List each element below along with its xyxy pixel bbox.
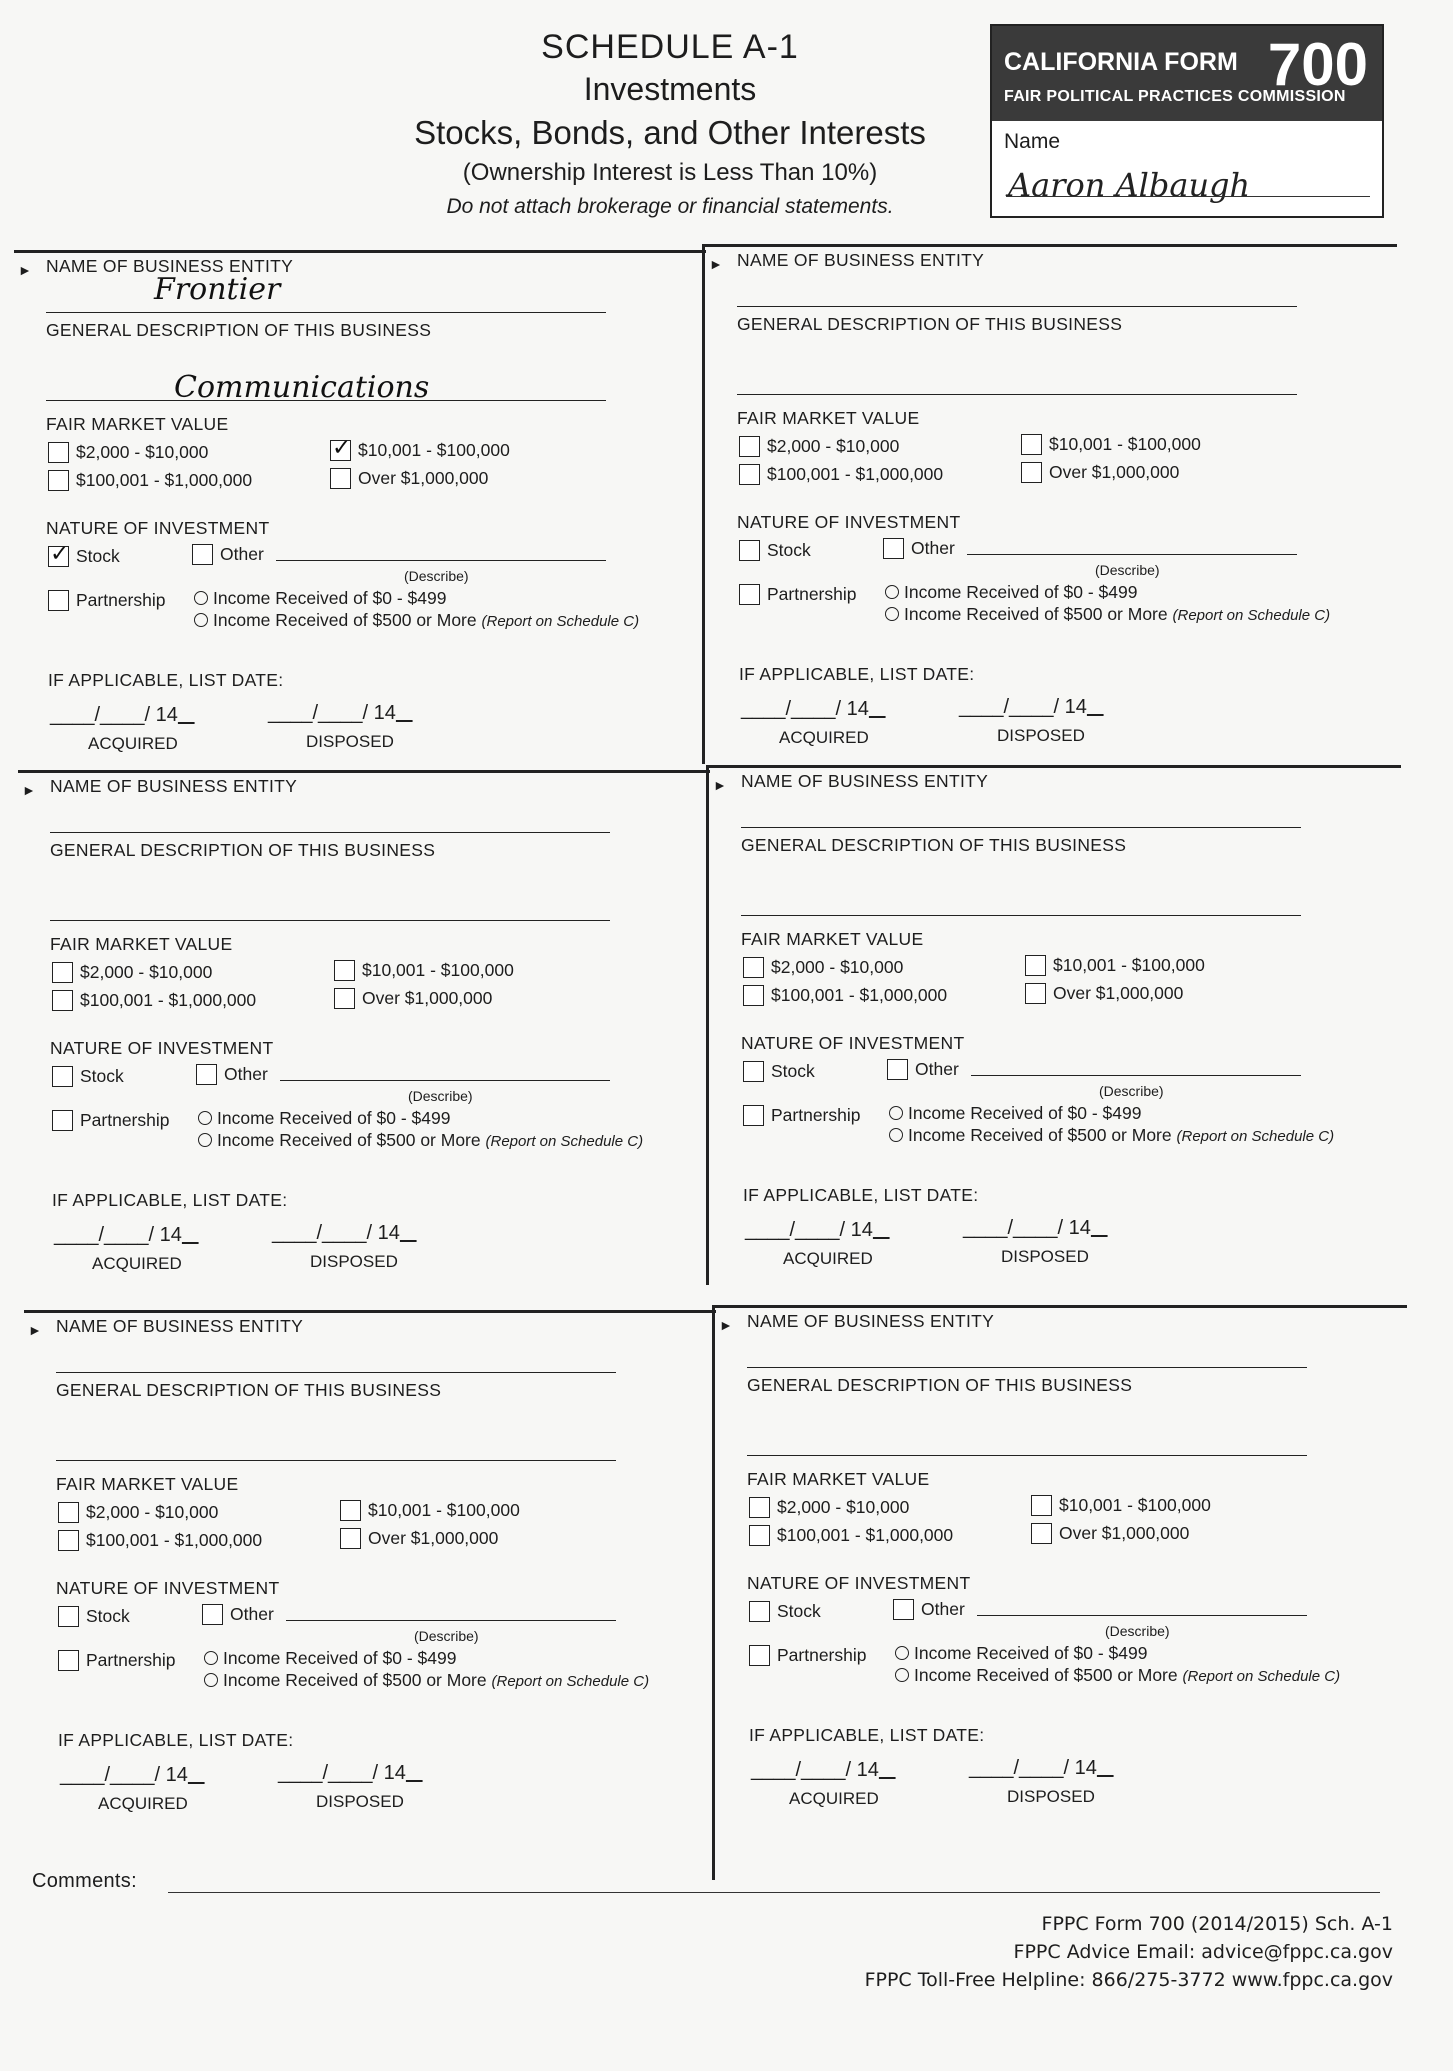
partnership-label: Partnership [771, 1105, 861, 1125]
entity-label: NAME OF BUSINESS ENTITY [56, 1316, 304, 1336]
income-low-label: Income Received of $0 - $499 [904, 582, 1138, 602]
partnership-checkbox[interactable] [52, 1110, 73, 1131]
footer-form-id: FPPC Form 700 (2014/2015) Sch. A-1 [1041, 1913, 1393, 1935]
fmv-over-1000000-label: Over $1,000,000 [368, 1528, 499, 1548]
other-checkbox[interactable] [883, 538, 904, 559]
name-label: Name [1004, 130, 1061, 153]
describe-hint: (Describe) [404, 568, 469, 584]
page-header [360, 26, 980, 224]
other-label: Other [921, 1599, 965, 1619]
agency-name: FAIR POLITICAL PRACTICES COMMISSION [1004, 88, 1346, 105]
fmv-100001-1000000-label: $100,001 - $1,000,000 [80, 990, 257, 1010]
income-low-radio[interactable] [885, 582, 1137, 603]
fmv-label: FAIR MARKET VALUE [56, 1474, 239, 1494]
partnership-checkbox[interactable] [743, 1105, 764, 1126]
fmv-2000-10000-label: $2,000 - $10,000 [86, 1502, 219, 1522]
fmv-over-1000000-label: Over $1,000,000 [358, 468, 489, 488]
other-describe-field[interactable] [280, 1080, 610, 1081]
fmv-10001-100000-label: $10,001 - $100,000 [1059, 1495, 1211, 1515]
disposed-date-field[interactable]: ____/____/ 14 [963, 1217, 1091, 1239]
disposed-year: 14 [383, 1762, 406, 1784]
pointer-icon: ► [713, 777, 727, 793]
income-high-radio[interactable] [895, 1665, 1340, 1686]
fmv-2000-10000-checkbox[interactable] [749, 1497, 770, 1518]
fmv-over-1000000-checkbox[interactable] [330, 468, 351, 489]
page-subtitle: Stocks, Bonds, and Other Interests [414, 114, 926, 151]
other-describe-field[interactable] [276, 560, 606, 561]
partnership-checkbox[interactable] [749, 1645, 770, 1666]
report-note: (Report on Schedule C) [481, 613, 640, 630]
nature-label: NATURE OF INVESTMENT [737, 512, 961, 532]
radio-circle-icon [889, 1128, 903, 1142]
fmv-over-1000000-label: Over $1,000,000 [1059, 1523, 1190, 1543]
description-field[interactable] [56, 1460, 616, 1461]
disposed-label: DISPOSED [316, 1792, 404, 1811]
income-high-label: Income Received of $500 or More [914, 1665, 1178, 1685]
other-describe-field[interactable] [971, 1075, 1301, 1076]
acquired-date-field[interactable]: ____/____/ 14 [54, 1224, 182, 1246]
comments-label: Comments: [32, 1870, 137, 1892]
acquired-date-field[interactable]: ____/____/ 14 [50, 704, 178, 726]
fmv-2000-10000-checkbox[interactable] [739, 436, 760, 457]
disposed-label: DISPOSED [997, 726, 1085, 745]
list-date-label: IF APPLICABLE, LIST DATE: [48, 670, 284, 690]
nature-label: NATURE OF INVESTMENT [747, 1573, 971, 1593]
disposed-label: DISPOSED [310, 1252, 398, 1271]
fmv-100001-1000000-checkbox[interactable] [749, 1525, 770, 1546]
partnership-label: Partnership [80, 1110, 170, 1130]
acquired-year: 14 [159, 1224, 182, 1246]
fmv-10001-100000-checkbox[interactable] [1025, 955, 1046, 976]
form-id-box [990, 24, 1384, 218]
stock-checkbox[interactable] [52, 1066, 73, 1087]
stock-checkbox[interactable] [739, 540, 760, 561]
name-line [1006, 196, 1370, 197]
form-number: 700 [1267, 31, 1368, 98]
fmv-2000-10000-label: $2,000 - $10,000 [777, 1497, 910, 1517]
income-high-radio[interactable] [204, 1670, 649, 1691]
report-note: (Report on Schedule C) [1172, 607, 1331, 624]
stock-label: Stock [771, 1061, 815, 1081]
fmv-100001-1000000-label: $100,001 - $1,000,000 [771, 985, 948, 1005]
partnership-label: Partnership [76, 590, 166, 610]
radio-circle-icon [194, 613, 208, 627]
fmv-2000-10000-label: $2,000 - $10,000 [80, 962, 213, 982]
acquired-label: ACQUIRED [783, 1249, 873, 1268]
describe-hint: (Describe) [1105, 1623, 1170, 1639]
list-date-label: IF APPLICABLE, LIST DATE: [58, 1730, 294, 1750]
fmv-label: FAIR MARKET VALUE [741, 929, 924, 949]
description-label: GENERAL DESCRIPTION OF THIS BUSINESS [50, 840, 436, 860]
comments-field[interactable] [168, 1892, 1380, 1893]
list-date-label: IF APPLICABLE, LIST DATE: [743, 1185, 979, 1205]
disposed-date-field[interactable]: ____/____/ 14 [278, 1762, 406, 1784]
section-top-rule [715, 1305, 1407, 1308]
fmv-over-1000000-checkbox[interactable] [1021, 462, 1042, 483]
acquired-date-field[interactable]: ____/____/ 14 [745, 1219, 873, 1241]
acquired-year: 14 [846, 698, 869, 720]
description-field[interactable] [46, 400, 606, 401]
partnership-checkbox[interactable] [739, 584, 760, 605]
radio-circle-icon [204, 1673, 218, 1687]
partnership-label: Partnership [86, 1650, 176, 1670]
describe-hint: (Describe) [414, 1628, 479, 1644]
disposed-date-field[interactable]: ____/____/ 14 [969, 1757, 1097, 1779]
list-date-label: IF APPLICABLE, LIST DATE: [749, 1725, 985, 1745]
acquired-year: 14 [856, 1759, 879, 1781]
radio-circle-icon [194, 591, 208, 605]
disposed-year: 14 [1068, 1217, 1091, 1239]
fmv-over-1000000-checkbox[interactable] [1025, 983, 1046, 1004]
fmv-10001-100000-label: $10,001 - $100,000 [368, 1500, 520, 1520]
report-note: (Report on Schedule C) [1176, 1128, 1335, 1145]
nature-label: NATURE OF INVESTMENT [50, 1038, 274, 1058]
investment-section [712, 1305, 1405, 1880]
entity-field[interactable] [737, 306, 1297, 307]
description-label: GENERAL DESCRIPTION OF THIS BUSINESS [741, 835, 1127, 855]
fmv-10001-100000-checkbox[interactable] [1031, 1495, 1052, 1516]
disposed-date-field[interactable]: ____/____/ 14 [268, 702, 396, 724]
fmv-100001-1000000-checkbox[interactable] [743, 985, 764, 1006]
fmv-2000-10000-checkbox[interactable] [743, 957, 764, 978]
other-checkbox[interactable] [192, 544, 213, 565]
pointer-icon: ► [719, 1317, 733, 1333]
fmv-2000-10000-label: $2,000 - $10,000 [767, 436, 900, 456]
describe-hint: (Describe) [1095, 562, 1160, 578]
radio-circle-icon [885, 607, 899, 621]
fmv-2000-10000-checkbox[interactable] [48, 442, 69, 463]
fmv-100001-1000000-checkbox[interactable] [48, 470, 69, 491]
page-title: Investments [583, 71, 757, 107]
other-label: Other [915, 1059, 959, 1079]
fmv-10001-100000-label: $10,001 - $100,000 [1049, 434, 1201, 454]
acquired-date-field[interactable]: ____/____/ 14 [60, 1764, 188, 1786]
acquired-label: ACQUIRED [789, 1789, 879, 1808]
entity-label: NAME OF BUSINESS ENTITY [747, 1311, 995, 1331]
investment-section [702, 244, 1395, 764]
ownership-note: (Ownership Interest is Less Than 10%) [462, 159, 878, 186]
fmv-2000-10000-label: $2,000 - $10,000 [76, 442, 209, 462]
fmv-10001-100000-checkbox[interactable] [330, 440, 351, 461]
stock-label: Stock [86, 1606, 130, 1626]
income-low-label: Income Received of $0 - $499 [908, 1103, 1142, 1123]
income-low-radio[interactable] [204, 1648, 456, 1669]
pointer-icon: ► [18, 262, 32, 278]
income-high-label: Income Received of $500 or More [908, 1125, 1172, 1145]
nature-label: NATURE OF INVESTMENT [56, 1578, 280, 1598]
income-low-label: Income Received of $0 - $499 [217, 1108, 451, 1128]
form-brand: CALIFORNIA FORM [1004, 48, 1238, 76]
radio-circle-icon [204, 1651, 218, 1665]
radio-circle-icon [895, 1668, 909, 1682]
section-top-rule [705, 244, 1397, 247]
income-high-radio[interactable] [885, 604, 1330, 625]
nature-label: NATURE OF INVESTMENT [46, 518, 270, 538]
fmv-label: FAIR MARKET VALUE [737, 408, 920, 428]
radio-circle-icon [895, 1646, 909, 1660]
stock-checkbox[interactable] [58, 1606, 79, 1627]
disposed-year: 14 [373, 702, 396, 724]
partnership-checkbox[interactable] [58, 1650, 79, 1671]
other-describe-field[interactable] [286, 1620, 616, 1621]
other-checkbox[interactable] [893, 1599, 914, 1620]
fmv-100001-1000000-label: $100,001 - $1,000,000 [76, 470, 253, 490]
stock-checkbox[interactable] [48, 546, 69, 567]
description-label: GENERAL DESCRIPTION OF THIS BUSINESS [56, 1380, 442, 1400]
income-low-label: Income Received of $0 - $499 [223, 1648, 457, 1668]
schedule-title: SCHEDULE A-1 [541, 28, 799, 66]
stock-label: Stock [767, 540, 811, 560]
income-low-radio[interactable] [198, 1108, 450, 1129]
disposed-label: DISPOSED [1001, 1247, 1089, 1266]
pointer-icon: ► [709, 256, 723, 272]
description-field[interactable] [737, 394, 1297, 395]
fmv-over-1000000-checkbox[interactable] [334, 988, 355, 1009]
stock-label: Stock [777, 1601, 821, 1621]
report-note: (Report on Schedule C) [1182, 1668, 1341, 1685]
acquired-label: ACQUIRED [88, 734, 178, 753]
income-low-radio[interactable] [194, 588, 446, 609]
entity-field[interactable] [50, 832, 610, 833]
income-low-label: Income Received of $0 - $499 [213, 588, 447, 608]
income-high-label: Income Received of $500 or More [904, 604, 1168, 624]
other-label: Other [224, 1064, 268, 1084]
other-label: Other [220, 544, 264, 564]
fmv-10001-100000-checkbox[interactable] [340, 1500, 361, 1521]
disposed-date-field[interactable]: ____/____/ 14 [272, 1222, 400, 1244]
fmv-2000-10000-label: $2,000 - $10,000 [771, 957, 904, 977]
attach-note: Do not attach brokerage or financial statements. [446, 195, 894, 218]
entity-label: NAME OF BUSINESS ENTITY [741, 771, 989, 791]
income-low-radio[interactable] [895, 1643, 1147, 1664]
acquired-label: ACQUIRED [779, 728, 869, 747]
section-top-rule [18, 770, 710, 773]
fmv-10001-100000-label: $10,001 - $100,000 [362, 960, 514, 980]
acquired-date-field[interactable]: ____/____/ 14 [751, 1759, 879, 1781]
fmv-over-1000000-checkbox[interactable] [1031, 1523, 1052, 1544]
income-low-label: Income Received of $0 - $499 [914, 1643, 1148, 1663]
stock-label: Stock [76, 546, 120, 566]
page-footer [865, 1910, 1393, 1994]
fmv-10001-100000-label: $10,001 - $100,000 [1053, 955, 1205, 975]
fmv-over-1000000-label: Over $1,000,000 [1053, 983, 1184, 1003]
fmv-10001-100000-checkbox[interactable] [334, 960, 355, 981]
list-date-label: IF APPLICABLE, LIST DATE: [739, 664, 975, 684]
acquired-year: 14 [850, 1219, 873, 1241]
pointer-icon: ► [28, 1322, 42, 1338]
entity-field[interactable] [56, 1372, 616, 1373]
fmv-over-1000000-checkbox[interactable] [340, 1528, 361, 1549]
fmv-label: FAIR MARKET VALUE [50, 934, 233, 954]
entity-label: NAME OF BUSINESS ENTITY [46, 256, 294, 276]
disposed-year: 14 [1064, 696, 1087, 718]
other-describe-field[interactable] [967, 554, 1297, 555]
fmv-2000-10000-checkbox[interactable] [58, 1502, 79, 1523]
entity-label: NAME OF BUSINESS ENTITY [50, 776, 298, 796]
description-label: GENERAL DESCRIPTION OF THIS BUSINESS [46, 320, 432, 340]
description-field[interactable] [741, 915, 1301, 916]
description-field[interactable] [50, 920, 610, 921]
partnership-label: Partnership [777, 1645, 867, 1665]
other-checkbox[interactable] [202, 1604, 223, 1625]
list-date-label: IF APPLICABLE, LIST DATE: [52, 1190, 288, 1210]
radio-circle-icon [198, 1111, 212, 1125]
fmv-100001-1000000-checkbox[interactable] [739, 464, 760, 485]
disposed-date-field[interactable]: ____/____/ 14 [959, 696, 1087, 718]
form-banner [992, 26, 1382, 121]
filer-name-signature[interactable]: Aaron Albaugh [1008, 166, 1251, 204]
disposed-year: 14 [377, 1222, 400, 1244]
fmv-label: FAIR MARKET VALUE [46, 414, 229, 434]
pointer-icon: ► [22, 782, 36, 798]
radio-circle-icon [198, 1133, 212, 1147]
income-high-label: Income Received of $500 or More [217, 1130, 481, 1150]
description-value[interactable]: Communications [174, 370, 430, 405]
acquired-year: 14 [155, 704, 178, 726]
report-note: (Report on Schedule C) [491, 1673, 650, 1690]
stock-label: Stock [80, 1066, 124, 1086]
fmv-10001-100000-checkbox[interactable] [1021, 434, 1042, 455]
fmv-100001-1000000-label: $100,001 - $1,000,000 [777, 1525, 954, 1545]
acquired-label: ACQUIRED [92, 1254, 182, 1273]
radio-circle-icon [889, 1106, 903, 1120]
describe-hint: (Describe) [1099, 1083, 1164, 1099]
entity-label: NAME OF BUSINESS ENTITY [737, 250, 985, 270]
entity-field[interactable] [747, 1367, 1307, 1368]
section-top-rule [24, 1310, 716, 1313]
partnership-checkbox[interactable] [48, 590, 69, 611]
other-checkbox[interactable] [196, 1064, 217, 1085]
acquired-date-field[interactable]: ____/____/ 14 [741, 698, 869, 720]
income-high-radio[interactable] [198, 1130, 643, 1151]
fmv-100001-1000000-checkbox[interactable] [58, 1530, 79, 1551]
acquired-label: ACQUIRED [98, 1794, 188, 1813]
section-top-rule [14, 250, 706, 253]
disposed-label: DISPOSED [1007, 1787, 1095, 1806]
investment-section [18, 770, 708, 1290]
investment-section [706, 765, 1399, 1285]
section-top-rule [709, 765, 1401, 768]
report-note: (Report on Schedule C) [485, 1133, 644, 1150]
description-label: GENERAL DESCRIPTION OF THIS BUSINESS [747, 1375, 1133, 1395]
income-low-radio[interactable] [889, 1103, 1141, 1124]
income-high-label: Income Received of $500 or More [213, 610, 477, 630]
other-label: Other [911, 538, 955, 558]
investment-section [14, 250, 704, 770]
nature-label: NATURE OF INVESTMENT [741, 1033, 965, 1053]
disposed-year: 14 [1074, 1757, 1097, 1779]
entity-value[interactable]: Frontier [154, 272, 281, 307]
other-checkbox[interactable] [887, 1059, 908, 1080]
entity-field[interactable] [741, 827, 1301, 828]
stock-checkbox[interactable] [743, 1061, 764, 1082]
other-label: Other [230, 1604, 274, 1624]
fmv-over-1000000-label: Over $1,000,000 [1049, 462, 1180, 482]
investment-section [24, 1310, 714, 1885]
entity-field[interactable] [46, 312, 606, 313]
radio-circle-icon [885, 585, 899, 599]
describe-hint: (Describe) [408, 1088, 473, 1104]
description-label: GENERAL DESCRIPTION OF THIS BUSINESS [737, 314, 1123, 334]
fmv-over-1000000-label: Over $1,000,000 [362, 988, 493, 1008]
footer-email: FPPC Advice Email: advice@fppc.ca.gov [1013, 1941, 1393, 1963]
disposed-label: DISPOSED [306, 732, 394, 751]
fmv-100001-1000000-checkbox[interactable] [52, 990, 73, 1011]
fmv-label: FAIR MARKET VALUE [747, 1469, 930, 1489]
fmv-100001-1000000-label: $100,001 - $1,000,000 [767, 464, 944, 484]
income-high-label: Income Received of $500 or More [223, 1670, 487, 1690]
stock-checkbox[interactable] [749, 1601, 770, 1622]
income-high-radio[interactable] [889, 1125, 1334, 1146]
fmv-10001-100000-label: $10,001 - $100,000 [358, 440, 510, 460]
other-describe-field[interactable] [977, 1615, 1307, 1616]
description-field[interactable] [747, 1455, 1307, 1456]
footer-helpline: FPPC Toll-Free Helpline: 866/275-3772 www.fppc.ca.gov [864, 1969, 1393, 1991]
fmv-100001-1000000-label: $100,001 - $1,000,000 [86, 1530, 263, 1550]
acquired-year: 14 [165, 1764, 188, 1786]
partnership-label: Partnership [767, 584, 857, 604]
income-high-radio[interactable] [194, 610, 639, 631]
fmv-2000-10000-checkbox[interactable] [52, 962, 73, 983]
